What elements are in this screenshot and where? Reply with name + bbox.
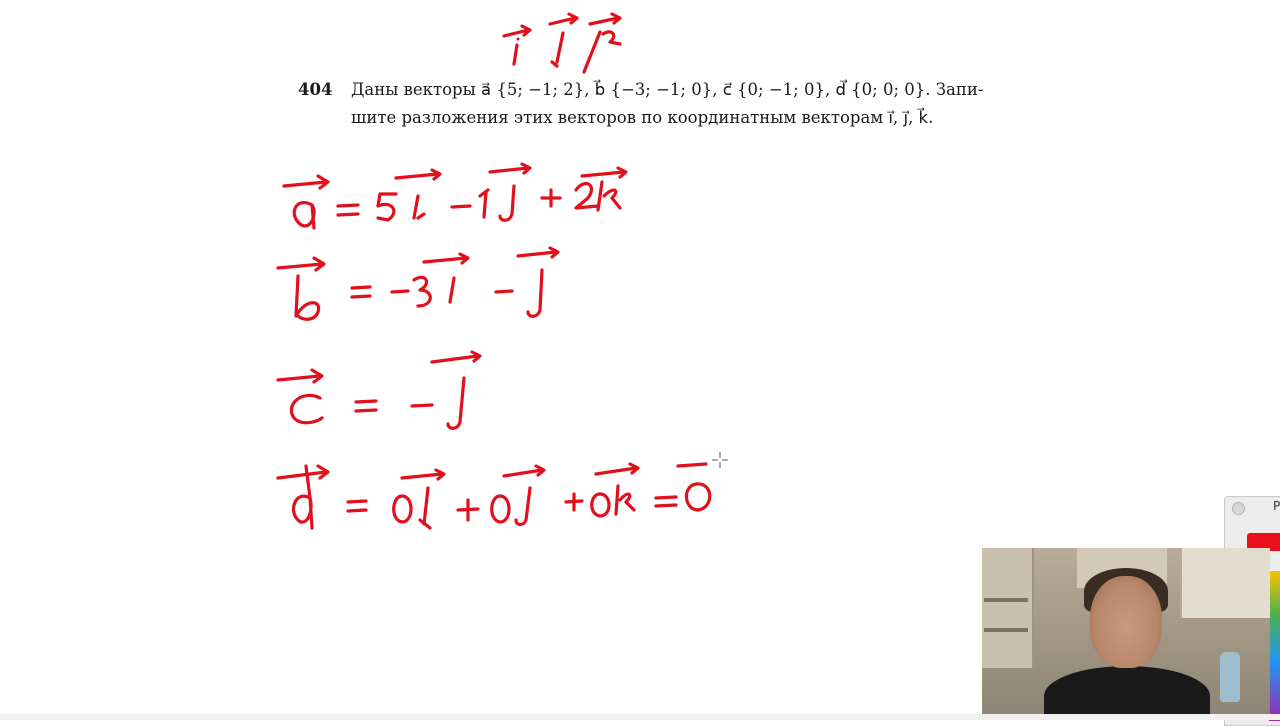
header-vectors-handwriting <box>504 14 620 72</box>
color-palette-strip[interactable] <box>1269 571 1280 721</box>
close-icon[interactable] <box>1232 502 1245 515</box>
problem-number: 404 <box>298 80 333 99</box>
webcam-bottle <box>1220 652 1240 702</box>
problem-line-1: Даны векторы a⃗ {5; −1; 2}, b⃗ {−3; −1; 0}, c⃗ {0; −1; 0}, d⃗ {0; 0; 0}. Запи- <box>351 80 984 99</box>
equation-d-handwriting <box>278 464 710 528</box>
webcam-person-face <box>1090 576 1162 668</box>
webcam-person-body <box>1044 666 1210 720</box>
equation-b-handwriting <box>278 248 558 319</box>
webcam-background-cabinet <box>982 548 1034 668</box>
webcam-video <box>982 548 1270 720</box>
equation-a-handwriting <box>284 164 626 228</box>
webcam-shelf <box>984 628 1028 632</box>
bottom-edge <box>0 714 1280 720</box>
problem-line-2: шите разложения этих векторов по координатным векторам i⃗, j⃗, k⃗. <box>351 108 934 127</box>
crosshair-cursor-icon <box>712 452 728 468</box>
side-window-title: P <box>1273 499 1280 513</box>
webcam-background-hood <box>1180 548 1270 618</box>
equation-c-handwriting <box>278 352 480 428</box>
webcam-shelf <box>984 598 1028 602</box>
